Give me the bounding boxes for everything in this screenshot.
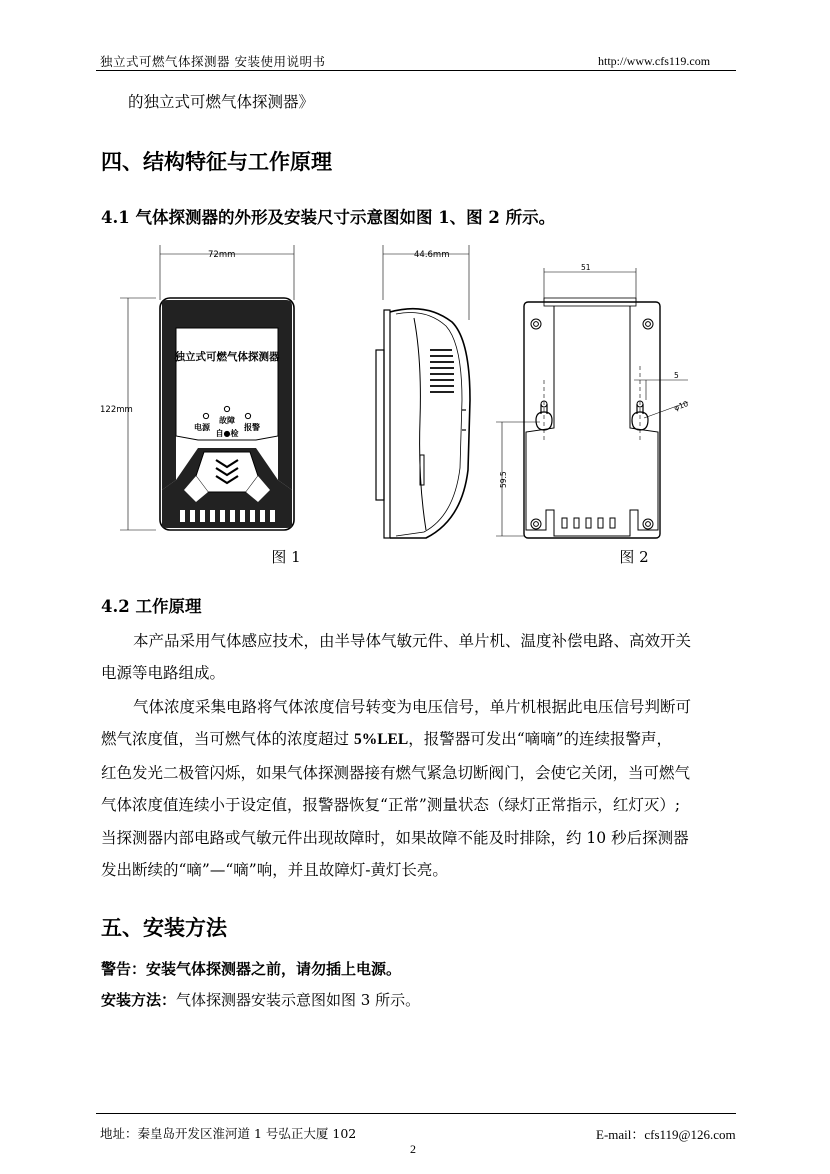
para2-line6: 发出断续的“嘀”—“嘀”响，并且故障灯-黄灯长亮。 — [101, 861, 448, 880]
footer-address: 地址：秦皇岛开发区淮河道 1 号弘正大厦 102 — [100, 1126, 357, 1141]
header-title: 独立式可燃气体探测器 安装使用说明书 — [100, 54, 326, 69]
para1-line1: 本产品采用气体感应技术，由半导体气敏元件、单片机、温度补偿电路、高效开关 — [133, 632, 692, 650]
para2-line2c: ，报警器可发出“嘀嘀”的连续报警声， — [408, 730, 673, 749]
fig2-vertical-dim: 59.5 — [499, 471, 508, 488]
figure2-caption: 图 2 — [619, 548, 649, 566]
warning-text: 警告：安装气体探测器之前，请勿插上电源。 — [101, 960, 402, 978]
fig1-led-power: 电源 — [194, 423, 210, 432]
header-divider — [96, 70, 736, 71]
figure-side-view — [376, 245, 470, 538]
figure1-front-view — [120, 245, 294, 530]
para2-line4: 气体浓度值连续小于设定值，报警器恢复“正常”测量状态（绿灯正常指示，红灯灭）; — [101, 796, 681, 815]
page-number: 2 — [410, 1142, 416, 1156]
fig1-width-dim: 72mm — [208, 250, 236, 260]
fig1-height-dim: 122mm — [100, 405, 133, 415]
fig1-led-fault: 故障 — [219, 416, 235, 425]
install-line — [101, 989, 420, 1010]
fig1-test-button: 自●检 — [215, 429, 239, 438]
paragraph-1 — [101, 625, 733, 690]
para2-line1: 气体浓度采集电路将气体浓度信号转变为电压信号，单片机根据此电压信号判断可 — [133, 698, 692, 716]
figure1-caption: 图 1 — [271, 548, 301, 566]
footer-email[interactable]: E-mail：cfs119@126.com — [596, 1127, 736, 1142]
para2-line2 — [101, 723, 733, 756]
figure2-back-view — [496, 268, 688, 538]
paragraph-2 — [101, 691, 733, 886]
continuation-text: 的独立式可燃气体探测器》 — [128, 93, 315, 111]
install-text: 气体探测器安装示意图如图 3 所示。 — [176, 991, 421, 1009]
para2-lel-value: 5%LEL — [353, 731, 409, 749]
para2-line3: 红色发光二极管闪烁，如果气体探测器接有燃气紧急切断阀门，会使它关闭，当可燃气 — [101, 763, 691, 782]
section4-title: 四、结构特征与工作原理 — [101, 149, 332, 174]
para1-line2: 电源等电路组成。 — [101, 664, 226, 683]
fig1-front-label: 独立式可燃气体探测器 — [174, 351, 280, 363]
fig1-led-alarm: 报警 — [244, 423, 260, 432]
para2-line2a: 燃气浓度值，当可燃气体的浓度超过 — [101, 730, 354, 749]
subsection-4-2-title: 4.2 工作原理 — [101, 597, 202, 616]
figures-diagram — [96, 240, 736, 570]
section5-title: 五、安装方法 — [101, 915, 227, 940]
para2-line5: 当探测器内部电路或气敏元件出现故障时，如果故障不能及时排除，约 10 秒后探测器 — [101, 828, 689, 847]
subsection-4-1-title: 4.1 气体探测器的外形及安装尺寸示意图如图 1、图 2 所示。 — [101, 208, 556, 227]
footer-divider — [96, 1113, 736, 1114]
fig2-top-dim: 51 — [581, 263, 591, 272]
side-depth-dim: 44.6mm — [414, 250, 450, 260]
header-url[interactable]: http://www.cfs119.com — [598, 54, 711, 68]
fig2-hole-dim: 5 — [674, 371, 679, 380]
fig2-diameter-dim: φ10 — [672, 399, 690, 413]
install-label: 安装方法： — [101, 991, 177, 1009]
